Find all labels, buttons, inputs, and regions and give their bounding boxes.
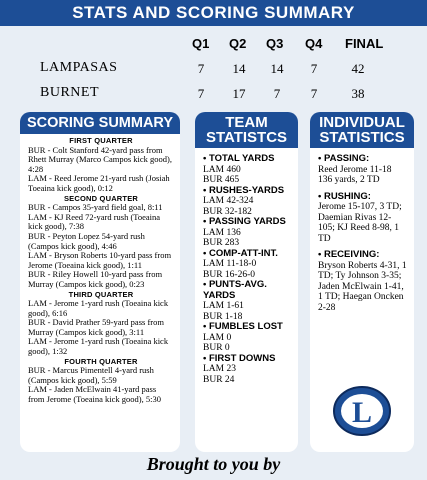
header-q3: Q3 bbox=[266, 36, 284, 51]
team-stat-lam: LAM 23 bbox=[203, 364, 236, 374]
team-stat-label: • FIRST DOWNS bbox=[203, 352, 276, 364]
bur-q2: 17 bbox=[232, 86, 246, 101]
team-stat-item bbox=[203, 322, 292, 354]
individual-stat-text: Bryson Roberts 4-31, 1 TD; Ty Johnson 3-35; Jaden McElwain 1-41, 1 TD; Haegan Oncken 2-28 bbox=[318, 260, 407, 313]
team-stat-bur: BUR 1-18 bbox=[203, 311, 243, 322]
scoring-play: BUR - Colt Stanford 42-yard pass from Rhett Murray (Marco Campos kick good), 4:28 bbox=[28, 144, 172, 174]
individual-stat-label: • RECEIVING: bbox=[318, 249, 380, 260]
page-banner: STATS AND SCORING SUMMARY bbox=[0, 0, 427, 26]
logo-letter: L bbox=[351, 396, 373, 429]
footer-text: Brought to you by bbox=[146, 454, 281, 474]
individual-stat-item bbox=[318, 192, 408, 245]
team-statistics-title bbox=[195, 112, 298, 148]
team-stat-bur: BUR 32-182 bbox=[203, 206, 252, 217]
quarter-heading: THIRD QUARTER bbox=[68, 289, 134, 299]
team-statistics-body bbox=[195, 148, 298, 385]
lam-q1: 7 bbox=[197, 61, 205, 76]
team-stat-lam: LAM 42-324 bbox=[203, 196, 254, 206]
bur-q3: 7 bbox=[273, 86, 281, 101]
scoring-play: BUR - David Prather 59-yard pass from Murray (Campos kick good), 3:11 bbox=[28, 317, 164, 337]
bur-q1: 7 bbox=[197, 86, 205, 101]
team-stat-item bbox=[203, 249, 292, 281]
individual-statistics-title bbox=[310, 112, 414, 148]
team-stat-bur: BUR 0 bbox=[203, 343, 230, 353]
team-stat-label: • FUMBLES LOST bbox=[203, 321, 283, 332]
lam-q3: 14 bbox=[270, 61, 284, 76]
team-stat-item bbox=[203, 217, 292, 249]
team-statistics-title-line1: TEAM bbox=[225, 114, 268, 131]
individual-stat-text: Reed Jerome 11-18 136 yards, 2 TD bbox=[318, 164, 392, 185]
scoring-play: BUR - Marcus Pimentell 4-yard rush (Campos kick good), 5:59 bbox=[28, 365, 154, 385]
bur-q4: 7 bbox=[310, 86, 318, 101]
scoring-play: LAM - Jerome 1-yard rush (Toeaina kick good), 6:16 bbox=[28, 298, 169, 318]
team-stat-label: • PUNTS-AVG. YARDS bbox=[203, 279, 267, 301]
team-stat-lam: LAM 136 bbox=[203, 227, 241, 238]
individual-stat-label: • RUSHING: bbox=[318, 190, 371, 202]
header-q2: Q2 bbox=[229, 36, 247, 51]
header-q1: Q1 bbox=[192, 36, 210, 51]
team-stat-item bbox=[203, 186, 292, 218]
bur-final: 38 bbox=[351, 86, 365, 101]
lampasas-logo-icon bbox=[332, 384, 392, 438]
team-stat-lam: LAM 1-61 bbox=[203, 301, 244, 311]
team-stat-label: • COMP-ATT-INT. bbox=[203, 247, 278, 259]
individual-statistics-body bbox=[310, 148, 414, 313]
lam-q4: 7 bbox=[310, 61, 318, 76]
lam-final: 42 bbox=[351, 61, 365, 76]
lam-q2: 14 bbox=[232, 61, 246, 76]
individual-stat-text: Jerome 15-107, 3 TD; Daemian Rivas 12-105; KJ Reed 8-98, 1 TD bbox=[318, 202, 402, 244]
team-stat-lam: LAM 11-18-0 bbox=[203, 259, 257, 269]
individual-stat-item bbox=[318, 250, 408, 313]
scoring-play: LAM - Bryson Roberts 10-yard pass from Jerome (Toeaina kick good), 1:11 bbox=[28, 250, 172, 270]
team-statistics-title-line2: STATISTCS bbox=[205, 129, 288, 146]
scoring-play: BUR - Campos 35-yard field goal, 8:11 bbox=[28, 202, 163, 213]
team-stat-label: • RUSHES-YARDS bbox=[203, 184, 285, 196]
scoring-play: LAM - Jerome 1-yard rush (Toeaina kick good), 1:32 bbox=[28, 336, 169, 357]
team-statistics-box bbox=[195, 112, 298, 452]
team-stat-label: • PASSING YARDS bbox=[203, 216, 286, 227]
scoring-play: BUR - Riley Howell 10-yard pass from Murray (Campos kick good), 0:23 bbox=[28, 269, 163, 289]
team-stat-bur: BUR 16-26-0 bbox=[203, 269, 255, 280]
team-stat-lam: LAM 0 bbox=[203, 332, 232, 343]
team-name-burnet: BURNET bbox=[40, 85, 99, 100]
quarter-heading: FOURTH QUARTER bbox=[64, 356, 138, 366]
scoring-summary-title: SCORING SUMMARY bbox=[20, 112, 180, 134]
scoring-play: LAM - Jaden McElwain 41-yard pass from Jerome (Toeaina kick good), 5:30 bbox=[28, 384, 162, 405]
quarter-heading: SECOND QUARTER bbox=[63, 193, 139, 203]
team-name-lampasas: LAMPASAS bbox=[40, 60, 118, 75]
team-stat-bur: BUR 465 bbox=[203, 175, 240, 185]
individual-stat-item bbox=[318, 154, 408, 186]
quarter-heading: FIRST QUARTER bbox=[69, 136, 133, 145]
team-stat-bur: BUR 283 bbox=[203, 238, 240, 248]
team-stat-item bbox=[203, 280, 292, 322]
scoring-play: LAM - KJ Reed 72-yard rush (Toeaina kick good), 7:38 bbox=[28, 211, 161, 232]
individual-statistics-title-line2: STATISTICS bbox=[319, 129, 405, 146]
scoring-summary-box bbox=[20, 112, 180, 452]
scoring-play: BUR - Peyton Lopez 54-yard rush (Campos kick good), 4:46 bbox=[28, 230, 145, 251]
individual-stat-label: • PASSING: bbox=[318, 153, 370, 164]
scoring-play: LAM - Reed Jerome 21-yard rush (Josiah Toeaina kick good), 0:12 bbox=[28, 173, 170, 193]
team-stat-item bbox=[203, 154, 292, 186]
header-q4: Q4 bbox=[305, 36, 323, 51]
individual-statistics-box bbox=[310, 112, 414, 452]
team-stat-bur: BUR 24 bbox=[203, 374, 235, 385]
team-stat-label: • TOTAL YARDS bbox=[203, 153, 275, 164]
scoring-summary-body bbox=[20, 134, 180, 405]
team-stat-lam: LAM 460 bbox=[203, 164, 241, 175]
team-stat-item bbox=[203, 354, 292, 386]
header-final: FINAL bbox=[345, 36, 384, 51]
individual-statistics-title-line1: INDIVIDUAL bbox=[319, 114, 405, 131]
